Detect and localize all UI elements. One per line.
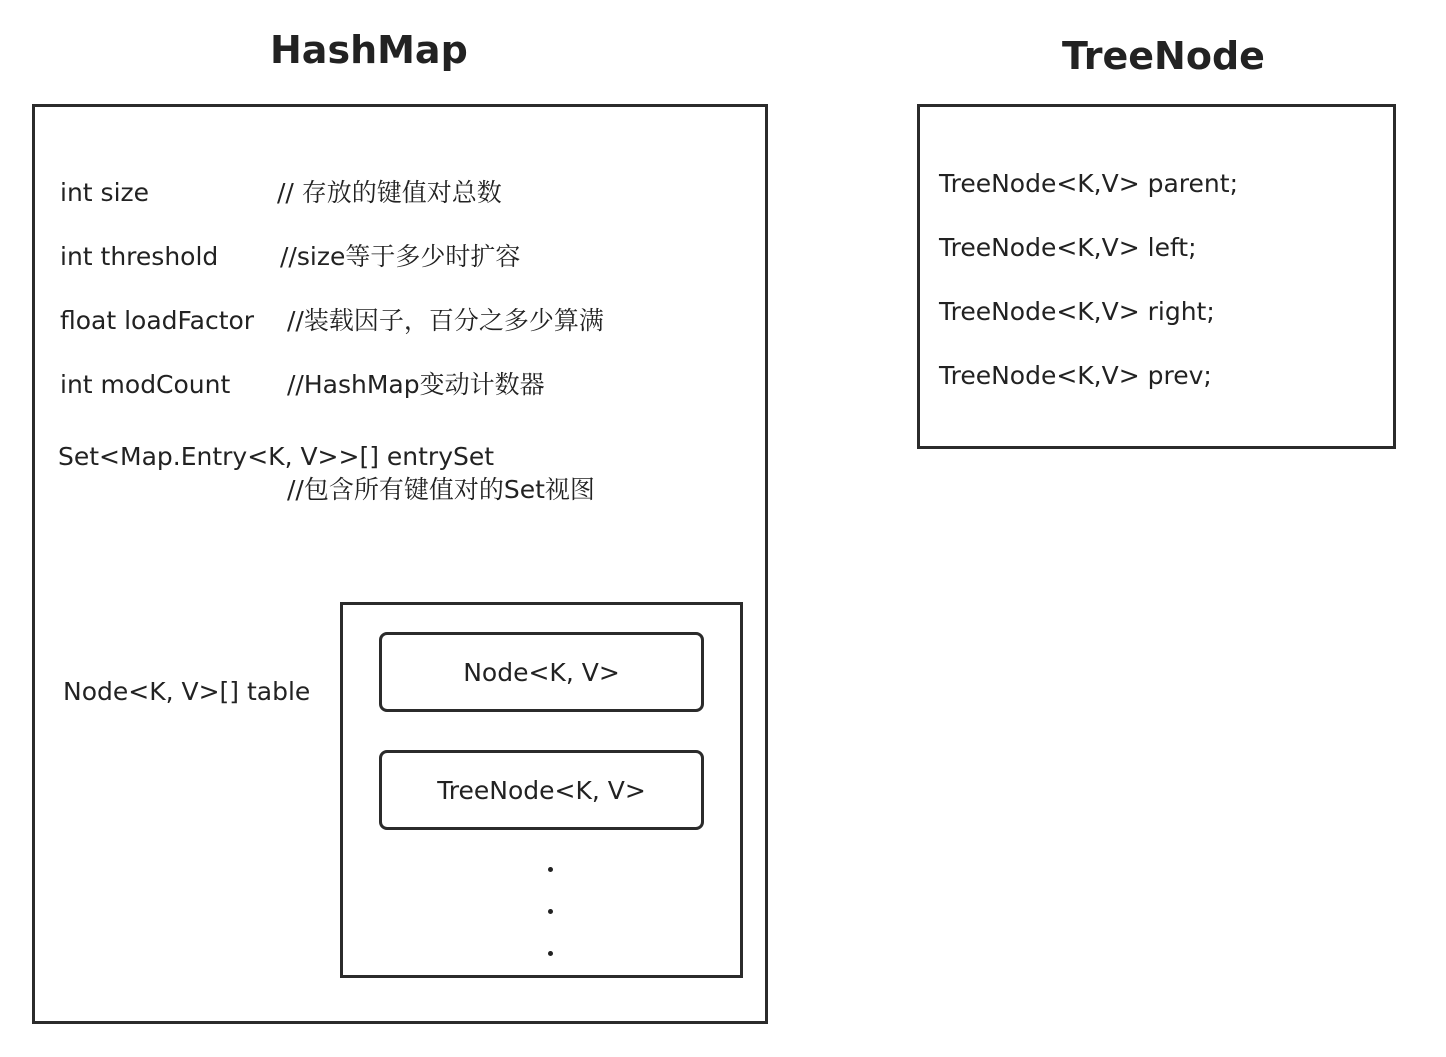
- ellipsis-dot: [548, 951, 553, 956]
- field-modcount: int modCount: [60, 370, 231, 399]
- comment-threshold: //size等于多少时扩容: [280, 242, 521, 271]
- ellipsis-dot: [548, 909, 553, 914]
- field-loadfactor: float loadFactor: [60, 306, 255, 335]
- comment-entryset: //包含所有键值对的Set视图: [287, 475, 595, 504]
- comment-loadfactor: //装载因子，百分之多少算满: [287, 306, 604, 335]
- field-threshold: int threshold: [60, 242, 219, 271]
- table-entry-node: [379, 632, 704, 712]
- field-size: int size: [60, 178, 150, 207]
- treenode-field-parent: TreeNode<K,V> parent;: [939, 169, 1238, 198]
- hashmap-title: HashMap: [270, 28, 468, 72]
- table-entry-treenode-label: TreeNode<K, V>: [437, 775, 646, 805]
- comment-modcount: //HashMap变动计数器: [287, 370, 545, 399]
- treenode-field-right: TreeNode<K,V> right;: [939, 297, 1215, 326]
- treenode-box: [917, 104, 1396, 449]
- field-table: Node<K, V>[] table: [63, 677, 311, 706]
- table-entry-node-label: Node<K, V>: [463, 657, 620, 687]
- field-entryset: Set<Map.Entry<K, V>>[] entrySet: [58, 442, 495, 471]
- table-entry-treenode: [379, 750, 704, 830]
- treenode-title: TreeNode: [1062, 34, 1265, 78]
- treenode-field-left: TreeNode<K,V> left;: [939, 233, 1197, 262]
- treenode-field-prev: TreeNode<K,V> prev;: [939, 361, 1212, 390]
- comment-size: // 存放的键值对总数: [277, 178, 502, 207]
- ellipsis-dot: [548, 867, 553, 872]
